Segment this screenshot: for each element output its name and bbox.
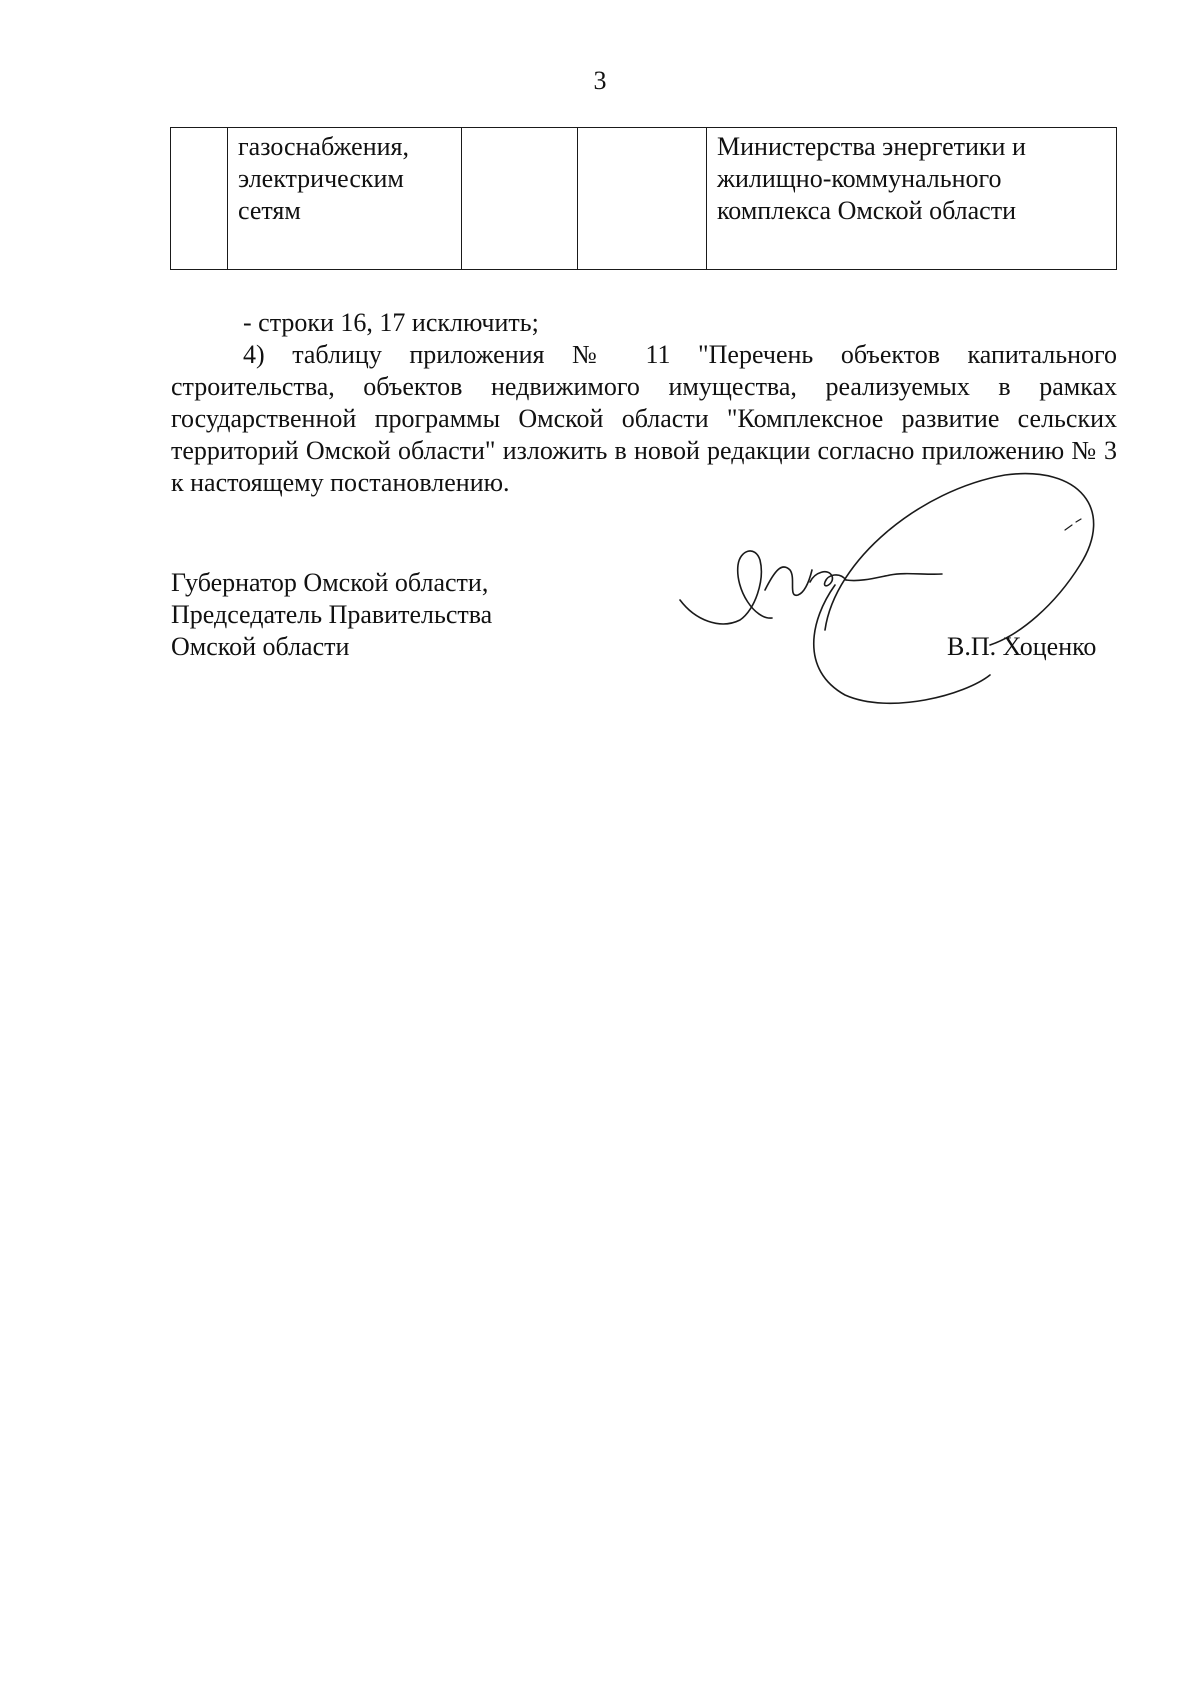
table-cell-number (171, 128, 228, 270)
signer-title (171, 567, 492, 663)
page-number: 3 (593, 66, 607, 95)
table-cell-object: газоснабжения, электрическим сетям (228, 128, 462, 270)
signer-name: В.П. Хоценко (947, 632, 1097, 661)
table-cell-empty-2 (578, 128, 707, 270)
paragraph-exclude-rows: - строки 16, 17 исключить; (243, 308, 539, 337)
table-fragment (170, 127, 1117, 270)
signer-title-line: Председатель Правительства (171, 600, 493, 629)
table-cell-empty-1 (462, 128, 578, 270)
table-cell-responsible: Министерства энергетики и жилищно-коммунального комплекса Омской области (707, 128, 1117, 270)
handwritten-signature (660, 470, 1130, 710)
signer-title-line: Омской области (171, 632, 350, 661)
paragraph-table-appendix: 4) таблицу приложения № 11 "Перечень объектов капитального строительства, объектов недвижимого имущества, реализуемых в рамках государственной программы Омской области "Комплексное развитие сельских территорий Омской области" изложить в новой редакции согласно приложению № 3 к настоящему постановлению. (171, 340, 1117, 497)
signer-title-line: Губернатор Омской области, (171, 568, 489, 597)
table-row (171, 128, 1117, 270)
